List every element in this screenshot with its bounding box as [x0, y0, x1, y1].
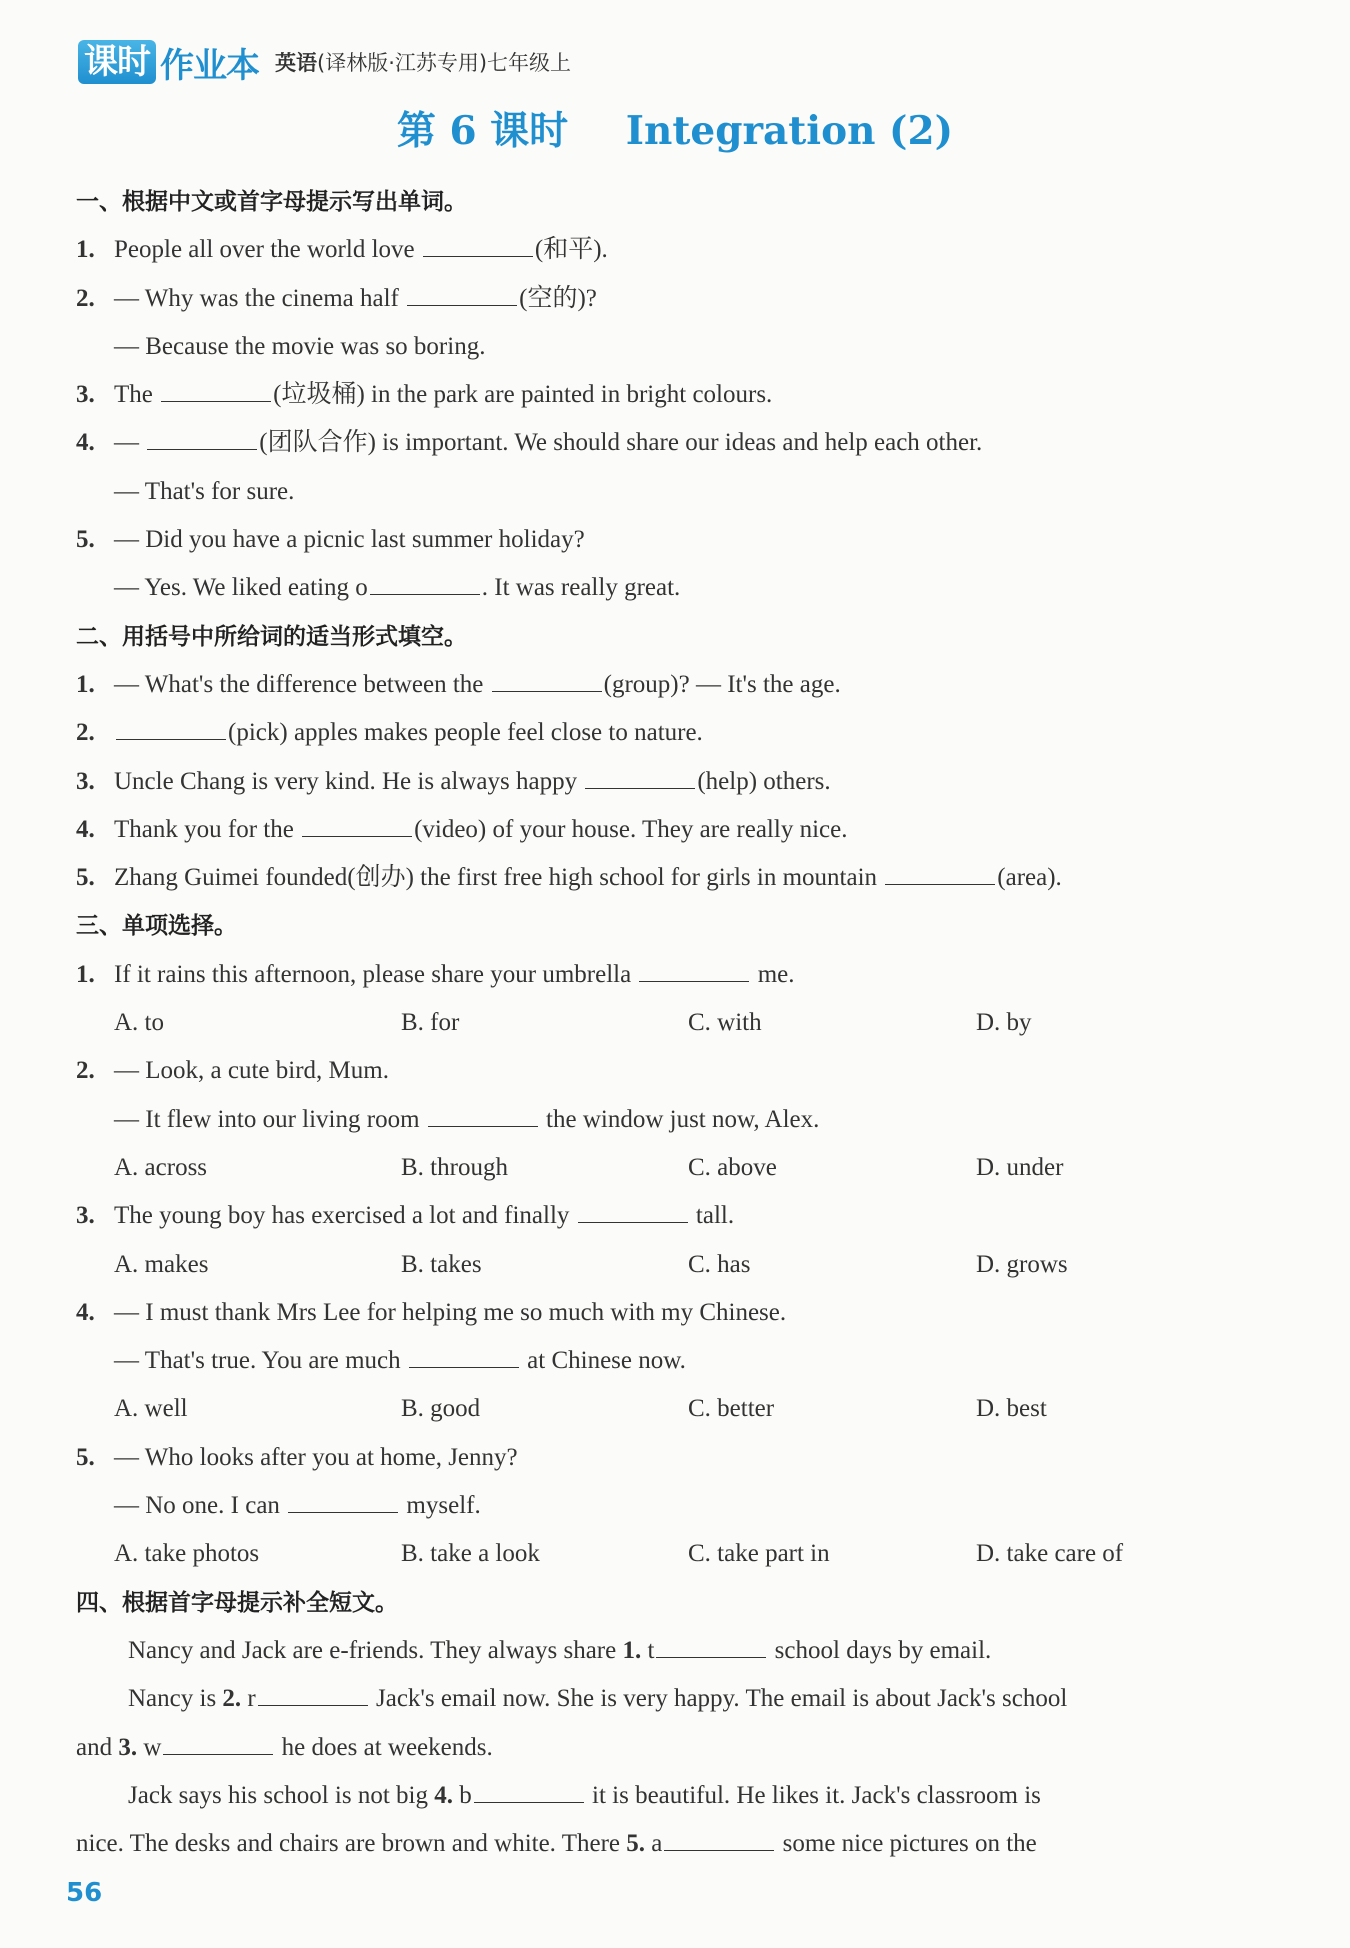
question-text: — Did you have a picnic last summer holiday?: [114, 526, 585, 554]
question-number: 1.: [76, 670, 95, 698]
answer-blank[interactable]: [161, 379, 271, 402]
question-number: 1.: [76, 960, 95, 988]
first-letter-hint: b: [459, 1781, 472, 1809]
question-hint: (area).: [997, 864, 1062, 892]
passage-line: [76, 1820, 1276, 1868]
question-number: 4.: [76, 1298, 95, 1326]
first-letter-hint: a: [651, 1830, 663, 1858]
question-text: the window just now, Alex.: [546, 1105, 820, 1133]
question-text: —: [114, 429, 139, 457]
option-d[interactable]: D. grows: [976, 1250, 1068, 1278]
question-number: 2.: [76, 1057, 95, 1085]
option-b[interactable]: B. good: [401, 1395, 481, 1423]
question: [76, 275, 1276, 323]
question-number: 3.: [76, 1202, 95, 1230]
option-c[interactable]: C. above: [688, 1153, 777, 1181]
question: [76, 951, 1276, 999]
passage-line: [76, 1724, 1276, 1772]
option-a[interactable]: A. to: [114, 1009, 164, 1037]
question-text: at Chinese now.: [527, 1347, 686, 1375]
question-text: Uncle Chang is very kind. He is always happy: [114, 767, 578, 795]
option-c[interactable]: C. better: [688, 1395, 775, 1423]
option-c[interactable]: C. has: [688, 1250, 751, 1278]
option-a[interactable]: A. across: [114, 1153, 208, 1181]
passage-text: he does at weekends.: [281, 1733, 493, 1761]
subject: 英语: [275, 51, 317, 75]
passage-text: Nancy is: [128, 1685, 217, 1713]
answer-blank[interactable]: [407, 283, 517, 306]
question-text: — Who looks after you at home, Jenny?: [114, 1443, 518, 1471]
passage-text: Nancy and Jack are e-friends. They always share: [128, 1636, 617, 1664]
blank-number: 2.: [222, 1685, 242, 1713]
answer-blank[interactable]: [428, 1104, 538, 1127]
options-row: [76, 1144, 1276, 1192]
question-text: — It flew into our living room: [114, 1105, 420, 1133]
options-row: [76, 1530, 1276, 1578]
answer-blank[interactable]: [585, 766, 695, 789]
answer-blank[interactable]: [656, 1635, 766, 1658]
first-letter-hint: t: [647, 1636, 655, 1664]
question-number: 4.: [76, 429, 95, 457]
options-row: [76, 999, 1276, 1047]
answer-blank[interactable]: [885, 862, 995, 885]
question-text: If it rains this afternoon, please share your umbrella: [114, 960, 632, 988]
option-a[interactable]: A. makes: [114, 1250, 209, 1278]
passage-text: some nice pictures on the: [782, 1830, 1037, 1858]
question-reply: [76, 1337, 1276, 1385]
section-heading: 一、根据中文或首字母提示写出单词。: [76, 189, 467, 215]
answer-blank[interactable]: [578, 1200, 688, 1223]
passage-line: [76, 1627, 1276, 1675]
question-text: — No one. I can: [114, 1492, 280, 1520]
question-reply: [76, 564, 1276, 612]
question-reply: — That's for sure.: [114, 477, 295, 505]
question: [76, 709, 1276, 757]
answer-blank[interactable]: [492, 669, 602, 692]
book-subtitle: [275, 47, 571, 77]
question-number: 4.: [76, 815, 95, 843]
question-text: Thank you for the: [114, 815, 294, 843]
answer-blank[interactable]: [116, 717, 226, 740]
lesson-title: [0, 100, 1350, 156]
blank-number: 5.: [626, 1830, 646, 1858]
question-text: — What's the difference between the: [114, 670, 484, 698]
option-d[interactable]: D. best: [976, 1395, 1047, 1423]
book-header: [78, 40, 571, 84]
lesson-name: Integration (2): [625, 108, 954, 154]
options-row: [76, 1241, 1276, 1289]
option-b[interactable]: B. take a look: [401, 1540, 540, 1568]
section-heading: 三、单项选择。: [76, 913, 237, 940]
question-hint: (group)? — It's the age.: [603, 670, 841, 698]
question-reply: [76, 1096, 1276, 1144]
question: [76, 226, 1276, 274]
question: [76, 661, 1276, 709]
question-text: . It was really great.: [481, 574, 681, 602]
answer-blank[interactable]: [639, 959, 749, 982]
answer-blank[interactable]: [302, 814, 412, 837]
question-text: — That's true. You are much: [114, 1347, 401, 1375]
question-text: — Yes. We liked eating o: [114, 574, 368, 602]
question-text: The: [114, 381, 153, 409]
question-text: — Look, a cute bird, Mum.: [114, 1057, 389, 1085]
question-number: 2.: [76, 284, 95, 312]
question: [76, 806, 1276, 854]
section-heading: 四、根据首字母提示补全短文。: [76, 1589, 398, 1616]
question-number: 1.: [76, 236, 95, 264]
first-letter-hint: w: [143, 1733, 162, 1761]
question-hint: (video) of your house. They are really nice.: [414, 815, 848, 843]
question-reply: — Because the movie was so boring.: [114, 332, 486, 360]
question-text: People all over the world love: [114, 236, 415, 264]
passage-text: and: [76, 1733, 113, 1761]
question-text: The young boy has exercised a lot and finally: [114, 1202, 570, 1230]
question-number: 5.: [76, 864, 95, 892]
passage-line: [76, 1772, 1276, 1820]
question-number: 2.: [76, 719, 95, 747]
question: [76, 854, 1276, 902]
question-number: 5.: [76, 1443, 95, 1471]
passage-text: Jack's email now. She is very happy. The email is about Jack's school: [376, 1685, 1068, 1713]
question-text: myself.: [406, 1492, 481, 1520]
section-heading: 二、用括号中所给词的适当形式填空。: [76, 623, 467, 650]
option-a[interactable]: A. well: [114, 1395, 188, 1423]
blank-number: 3.: [118, 1733, 138, 1761]
question: [76, 1047, 1276, 1095]
question: [76, 1289, 1276, 1337]
question-text: Zhang Guimei founded(创办) the first free high school for girls in mountain: [114, 864, 878, 892]
question-hint: (垃圾桶) in the park are painted in bright colours.: [273, 381, 773, 409]
option-b[interactable]: B. through: [401, 1153, 508, 1181]
option-a[interactable]: A. take photos: [114, 1540, 260, 1568]
option-d[interactable]: D. by: [976, 1009, 1032, 1037]
blank-number: 1.: [622, 1636, 642, 1664]
passage-text: nice. The desks and chairs are brown and white. There: [76, 1830, 621, 1858]
option-b[interactable]: B. takes: [401, 1250, 482, 1278]
option-d[interactable]: D. under: [976, 1153, 1064, 1181]
answer-blank[interactable]: [163, 1732, 273, 1755]
worksheet-content: [76, 178, 1276, 1868]
question-number: 3.: [76, 767, 95, 795]
question-text: me.: [757, 960, 795, 988]
question: [76, 1192, 1276, 1240]
logo-badge: 课时: [78, 40, 156, 84]
options-row: [76, 1385, 1276, 1433]
passage-line: [76, 1675, 1276, 1723]
edition: (译林版·江苏专用)七年级上: [317, 51, 572, 75]
answer-blank[interactable]: [664, 1828, 774, 1851]
answer-blank[interactable]: [423, 234, 533, 257]
question-hint: (pick) apples makes people feel close to nature.: [228, 719, 703, 747]
question: [76, 758, 1276, 806]
question: [76, 419, 1276, 467]
answer-blank[interactable]: [288, 1490, 398, 1513]
passage-text: it is beautiful. He likes it. Jack's classroom is: [592, 1781, 1041, 1809]
question-number: 3.: [76, 381, 95, 409]
first-letter-hint: r: [247, 1685, 256, 1713]
answer-blank[interactable]: [474, 1780, 584, 1803]
passage-text: school days by email.: [774, 1636, 992, 1664]
lesson-number: 第 6 课时: [396, 108, 569, 154]
question: [76, 371, 1276, 419]
answer-blank[interactable]: [258, 1683, 368, 1706]
question-text: tall.: [695, 1202, 735, 1230]
question: [76, 1434, 1276, 1482]
answer-blank[interactable]: [370, 572, 480, 595]
question-hint: (help) others.: [697, 767, 831, 795]
option-c[interactable]: C. take part in: [688, 1540, 830, 1568]
question-number: 5.: [76, 526, 95, 554]
page-number: 56: [66, 1878, 103, 1908]
question-hint: (团队合作) is important. We should share our ideas and help each other.: [259, 429, 983, 457]
passage-text: Jack says his school is not big: [128, 1781, 428, 1809]
question-reply: [76, 1482, 1276, 1530]
question-text: — I must thank Mrs Lee for helping me so much with my Chinese.: [114, 1298, 787, 1326]
question-text: — Why was the cinema half: [114, 284, 399, 312]
option-b[interactable]: B. for: [401, 1009, 460, 1037]
option-d[interactable]: D. take care of: [976, 1540, 1124, 1568]
answer-blank[interactable]: [409, 1345, 519, 1368]
question-hint: (和平).: [534, 236, 608, 264]
question-hint: (空的)?: [519, 284, 597, 312]
option-c[interactable]: C. with: [688, 1009, 762, 1037]
blank-number: 4.: [434, 1781, 453, 1809]
logo-text: 作业本: [160, 45, 259, 86]
answer-blank[interactable]: [147, 427, 257, 450]
question: [76, 516, 1276, 564]
